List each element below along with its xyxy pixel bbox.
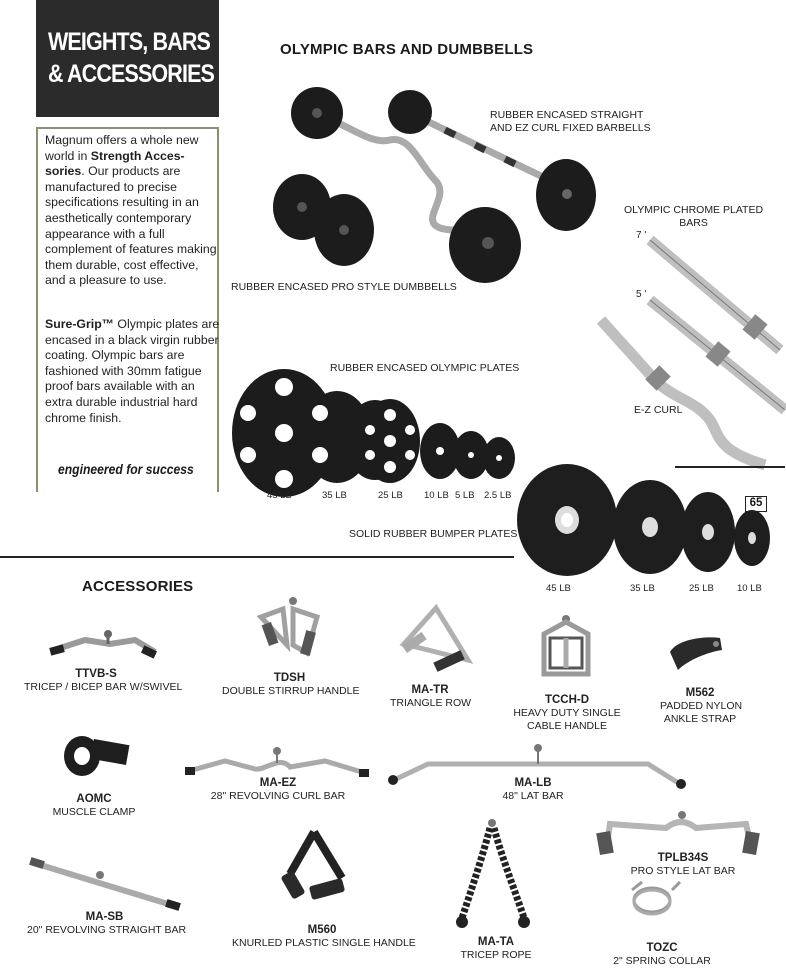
bumper-35-label: 35 LB — [630, 583, 655, 594]
bar-7ft-label: 7 ' — [636, 230, 647, 241]
section-divider — [0, 556, 514, 558]
accessory-tdsh: TDSH DOUBLE STIRRUP HANDLE — [222, 672, 360, 697]
plate-10-label: 10 LB — [424, 490, 449, 501]
accessory-tplb34s: TPLB34S PRO STYLE LAT BAR — [630, 852, 736, 877]
straight-ez-caption: RUBBER ENCASED STRAIGHT AND EZ CURL FIXED BARBELLS — [490, 109, 651, 134]
page-number: 65 — [745, 496, 767, 512]
bumper-45-label: 45 LB — [546, 583, 571, 594]
intro-paragraph-1: Magnum offers a whole new world in Strength Acces-sories. Our products are manufactured to precise specifications resulting in an aesthetically contemporary appearance with a full complement of features making them durable, cost effective, and a pleasure to use. — [45, 133, 217, 288]
accessory-m560: M560 KNURLED PLASTIC SINGLE HANDLE — [232, 924, 416, 949]
bumper-10-label: 10 LB — [737, 583, 762, 594]
ankle-strap-image — [668, 634, 724, 674]
chrome-bars-caption: OLYMPIC CHROME PLATED BARS — [624, 204, 764, 229]
accessory-ma-ez: MA-EZ 28" REVOLVING CURL BAR — [210, 777, 346, 802]
title-banner — [36, 0, 219, 117]
ez-curl-label: E-Z CURL — [634, 404, 683, 416]
chrome-bars-image — [595, 230, 786, 475]
revolving-straight-bar-image — [28, 855, 183, 915]
triangle-row-image — [396, 604, 476, 674]
accessory-tozc: TOZC 2" SPRING COLLAR — [613, 942, 711, 967]
title-line-2: & ACCESSORIES — [48, 60, 215, 88]
accessory-ma-ta: MA-TA TRICEP ROPE — [460, 936, 532, 961]
spring-collar-image — [624, 880, 682, 918]
single-cable-handle-image — [536, 614, 596, 680]
accessory-aomc: AOMC MUSCLE CLAMP — [52, 793, 136, 818]
bumper-25-label: 25 LB — [689, 583, 714, 594]
olympic-heading: OLYMPIC BARS AND DUMBBELLS — [280, 41, 534, 58]
tricep-rope-image — [452, 818, 532, 930]
accessory-ma-sb: MA-SB 20" REVOLVING STRAIGHT BAR — [27, 911, 187, 936]
plate-5-label: 5 LB — [455, 490, 475, 501]
knurled-single-handle-image — [280, 828, 348, 906]
accessories-heading: ACCESSORIES — [82, 578, 194, 595]
bar-5ft-label: 5 ' — [636, 289, 647, 300]
olympic-plates-caption: RUBBER ENCASED OLYMPIC PLATES — [330, 362, 520, 374]
double-stirrup-handle-image — [253, 595, 328, 665]
tagline: engineered for success — [58, 462, 194, 477]
accessory-ttvb-s: TTVB-S TRICEP / BICEP BAR W/SWIVEL — [24, 668, 183, 693]
accessory-tcch-d: TCCH-D HEAVY DUTY SINGLE CABLE HANDLE — [513, 694, 621, 732]
intro-paragraph-2: Sure-Grip™ Olympic plates are encased in a black virgin rubber coating. Olympic bars are fashioned with 30mm fatigue proof bars available with an extra durable industrial hard chrome finish. — [45, 317, 220, 425]
plate-35-label: 35 LB — [322, 490, 347, 501]
accessory-m562: M562 PADDED NYLON ANKLE STRAP — [660, 687, 743, 725]
dumbbells-caption: RUBBER ENCASED PRO STYLE DUMBBELLS — [231, 281, 457, 293]
bumper-plates-image — [515, 450, 775, 580]
tricep-bicep-bar-image — [50, 622, 160, 672]
accessory-ma-tr: MA-TR TRIANGLE ROW — [390, 684, 472, 709]
intro-box — [36, 127, 219, 492]
plate-45-label: 45 LB — [267, 490, 292, 501]
olympic-plates-image — [230, 365, 520, 485]
muscle-clamp-image — [62, 732, 132, 778]
bumper-plates-caption: SOLID RUBBER BUMPER PLATES — [349, 528, 518, 540]
revolving-curl-bar-image — [185, 745, 370, 781]
plate-2-5-label: 2.5 LB — [484, 490, 512, 501]
plate-25-label: 25 LB — [378, 490, 403, 501]
title-line-1: WEIGHTS, BARS — [48, 28, 211, 56]
accessory-ma-lb: MA-LB 48" LAT BAR — [502, 777, 564, 802]
